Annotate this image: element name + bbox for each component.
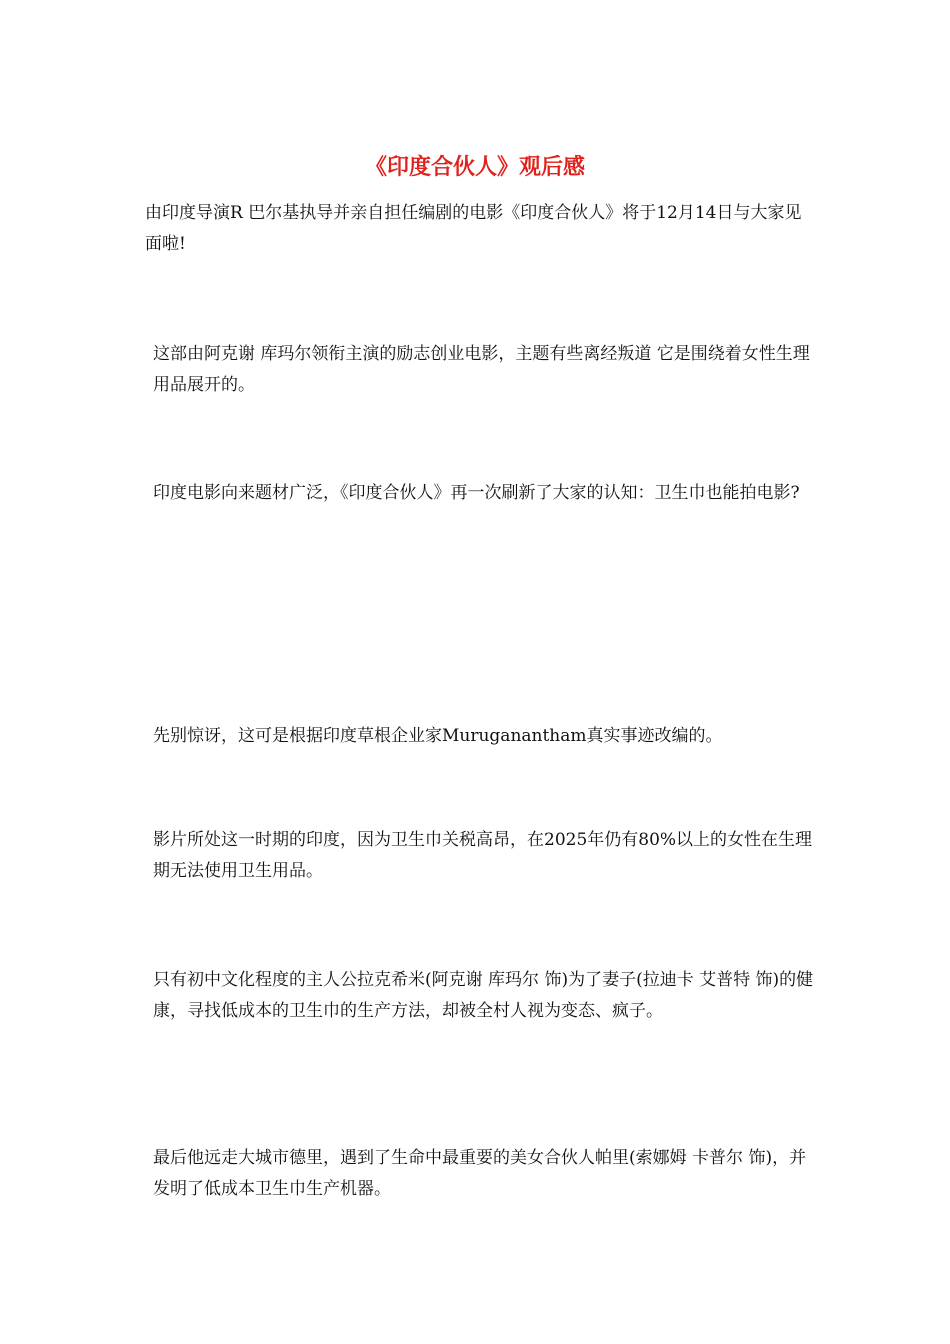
document-title: 《印度合伙人》观后感 <box>364 155 585 180</box>
paragraph-intro: 由印度导演R 巴尔基执导并亲自担任编剧的电影《印度合伙人》将于12月14日与大家见面啦! <box>145 203 802 254</box>
paragraph-ending: 最后他远走大城市德里，遇到了生命中最重要的美女合伙人帕里(索娜姆 卡普尔 饰)，并发明了低成本卫生巾生产机器。 <box>153 1148 807 1199</box>
paragraph-theme: 这部由阿克谢 库玛尔领衔主演的励志创业电影，主题有些离经叛道 它是围绕着女性生理用品展开的。 <box>153 344 810 395</box>
paragraph-protagonist: 只有初中文化程度的主人公拉克希米(阿克谢 库玛尔 饰)为了妻子(拉迪卡 艾普特 饰)的健康，寻找低成本的卫生巾的生产方法，却被全村人视为变态、疯子。 <box>153 970 814 1021</box>
paragraph-subject: 印度电影向来题材广泛，《印度合伙人》再一次刷新了大家的认知：卫生巾也能拍电影? <box>153 483 800 503</box>
paragraph-true-story: 先别惊讶，这可是根据印度草根企业家Muruganantham真实事迹改编的。 <box>153 726 723 746</box>
paragraph-background: 影片所处这一时期的印度，因为卫生巾关税高昂，在2025年仍有80%以上的女性在生理期无法使用卫生用品。 <box>153 830 813 881</box>
